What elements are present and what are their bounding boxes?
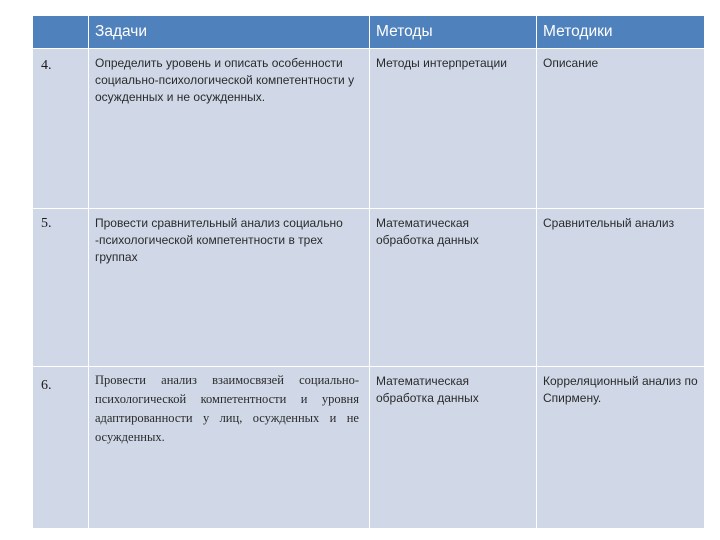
row-number: 5. bbox=[33, 209, 89, 367]
technique-cell: Корреляционный анализ по Спирмену. bbox=[537, 367, 705, 529]
row-number: 6. bbox=[33, 367, 89, 529]
method-cell: Математическая обработка данных bbox=[370, 367, 537, 529]
technique-cell: Описание bbox=[537, 49, 705, 209]
header-cell-techniques: Методики bbox=[537, 16, 705, 49]
header-cell-tasks: Задачи bbox=[89, 16, 370, 49]
table-header-row bbox=[33, 16, 705, 49]
method-cell: Методы интерпретации bbox=[370, 49, 537, 209]
table-row bbox=[33, 367, 705, 529]
row-number: 4. bbox=[33, 49, 89, 209]
task-cell: Провести сравнительный анализ социально -психологической компетентности в трех группах bbox=[89, 209, 370, 367]
method-cell: Математическая обработка данных bbox=[370, 209, 537, 367]
header-cell-methods: Методы bbox=[370, 16, 537, 49]
table-row bbox=[33, 209, 705, 367]
table-row bbox=[33, 49, 705, 209]
technique-cell: Сравнительный анализ bbox=[537, 209, 705, 367]
task-cell: Провести анализ взаимосвязей социально-психологической компетентности и уровня адаптированности у лиц, осужденных и не осужденных. bbox=[89, 367, 370, 529]
header-cell-number bbox=[33, 16, 89, 49]
tasks-methods-table bbox=[32, 15, 705, 529]
task-cell: Определить уровень и описать особенности социально-психологической компетентности у осужденных и не осужденных. bbox=[89, 49, 370, 209]
